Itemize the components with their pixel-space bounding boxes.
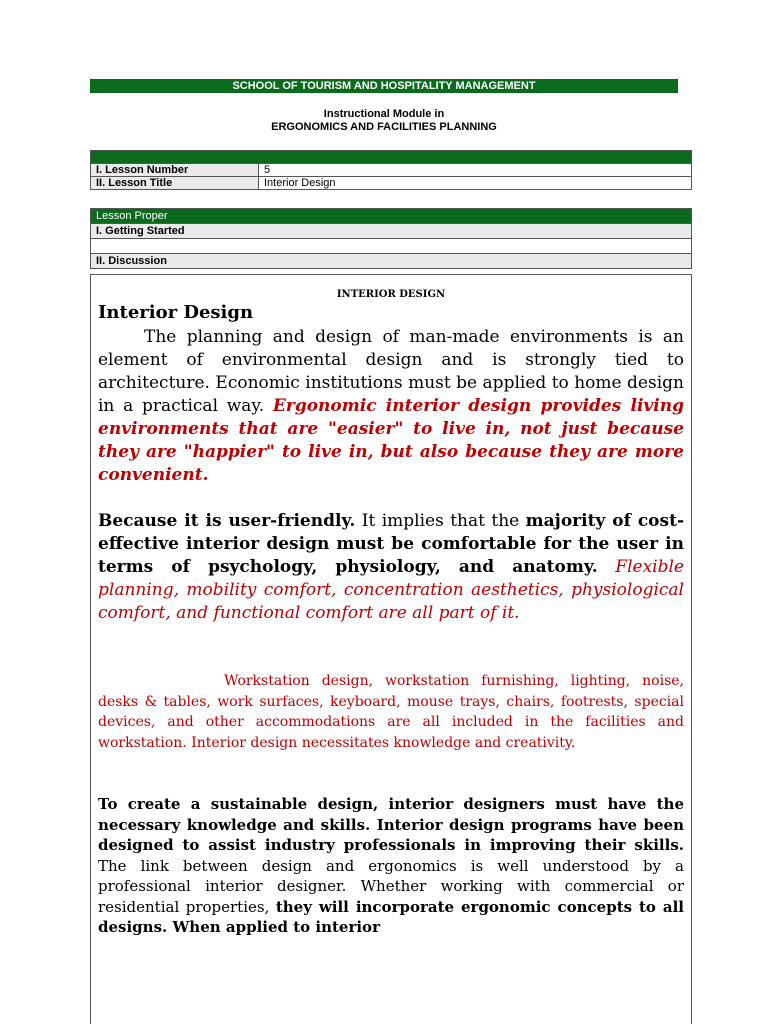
paragraph-user-friendly [98, 510, 684, 625]
user-friendly-italic: Flexible planning, mobility comfort, concentration aesthetics, physiological comfort, and functional comfort are all part of it. [98, 557, 684, 623]
paragraph-intro [98, 326, 684, 487]
lesson-title-row [91, 177, 692, 190]
sustainable-text: The link between design and ergonomics is well understood by a professional interior designer. Whether working with commercial or residential properties, [98, 856, 684, 916]
content-title: Interior Design [98, 302, 254, 323]
module-course-title: ERGONOMICS AND FACILITIES PLANNING [271, 121, 497, 133]
lesson-info-table [90, 150, 692, 190]
user-friendly-lead: Because it is user-friendly. [98, 511, 356, 531]
getting-started-heading: I. Getting Started [91, 224, 692, 239]
lesson-proper-header: Lesson Proper [91, 209, 692, 224]
sustainable-bold-end: they will incorporate ergonomic concepts to all designs. When applied to interior [98, 897, 684, 936]
user-friendly-text: It implies that the [355, 511, 526, 531]
user-friendly-bold: majority of cost-effective interior design must be comfortable for the user in terms of psychology, physiology, and anatomy. [98, 511, 685, 577]
section-heading: INTERIOR DESIGN [336, 289, 446, 300]
getting-started-body [91, 239, 692, 254]
sustainable-bold: To create a sustainable design, interior designers must have the necessary knowledge and skills. Interior design programs have been designed to assist industry professionals in improving their skills. [98, 795, 684, 854]
intro-emphasis: Ergonomic interior design provides living environments that are "easier" to live in, not just because they are "happier" to live in, but also because they are more convenient. [98, 396, 684, 485]
lesson-number-row [91, 164, 692, 177]
module-subtitle: Instructional Module in [323, 108, 445, 120]
discussion-heading: II. Discussion [91, 254, 692, 269]
lesson-number-label: I. Lesson Number [91, 164, 259, 177]
lesson-number-value: 5 [259, 164, 692, 177]
lesson-title-value: Interior Design [259, 177, 692, 190]
workstation-text: Workstation design, workstation furnishing, lighting, noise, desks & tables, work surfaces, keyboard, mouse trays, chairs, footrests, special devices, and other accommodations are all included in the facilities and workstation. Interior design necessitates knowledge and creativity. [98, 673, 684, 751]
paragraph-sustainable [98, 794, 684, 938]
lesson-title-label: II. Lesson Title [91, 177, 259, 190]
info-table-header [91, 151, 692, 164]
school-banner: SCHOOL OF TOURISM AND HOSPITALITY MANAGEMENT [90, 79, 678, 93]
lesson-proper-table [90, 208, 692, 269]
intro-text: The planning and design of man-made environments is an element of environmental design and is strongly tied to architecture. Economic institutions must be applied to home design in a practical way. [98, 327, 684, 416]
paragraph-workstation [98, 671, 684, 753]
